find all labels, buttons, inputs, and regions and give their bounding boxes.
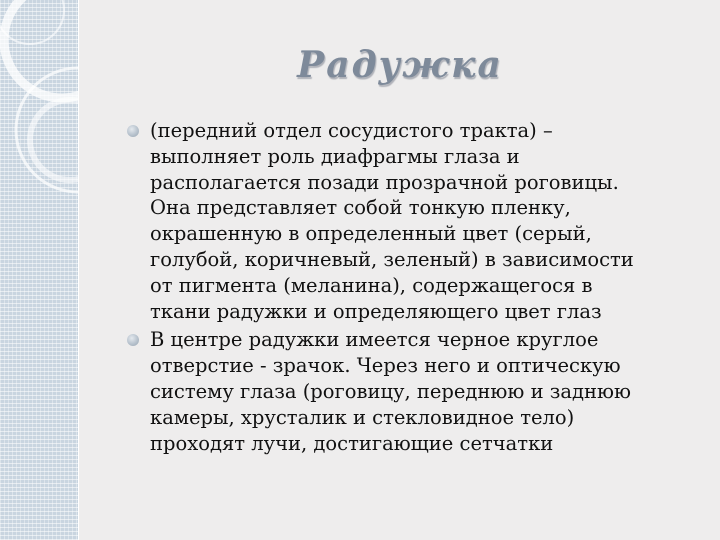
bullet-text-line: окрашенную в определенный цвет (серый, [150, 222, 592, 246]
bullet-text-line: (передний отдел сосудистого тракта) – [150, 119, 553, 142]
decorative-circles-graphic [0, 0, 78, 540]
bullet-text-line: Она представляет собой тонкую пленку, [150, 196, 571, 220]
decorative-sidebar [0, 0, 79, 540]
bullet-text-line: В центре радужки имеется черное круглое [150, 328, 599, 352]
bullet-text-line: ткани радужки и определяющего цвет глаз [150, 299, 602, 323]
bullet-icon [127, 334, 139, 346]
bullet-text-line: отверстие - зрачок. Через него и оптическую [150, 354, 621, 378]
bullet-text-line: голубой, коричневый, зеленый) в зависимости [150, 247, 634, 271]
bullet-icon [127, 125, 139, 137]
bullet-item [124, 118, 704, 324]
bullet-text-line: камеры, хрусталик и стекловидное тело) [150, 405, 575, 429]
bullet-list [124, 118, 704, 459]
bullet-text-line: располагается позади прозрачной роговицы. [150, 170, 619, 194]
bullet-text-line: проходят лучи, достигающие сетчатки [150, 431, 554, 455]
slide-title: Радужка [297, 44, 503, 86]
bullet-text-line: систему глаза (роговицу, переднюю и заднюю [150, 379, 631, 403]
bullet-text-line: от пигмента (меланина), содержащегося в [150, 273, 593, 297]
bullet-item [124, 327, 704, 456]
bullet-text-line: выполняет роль диафрагмы глаза и [150, 144, 520, 168]
